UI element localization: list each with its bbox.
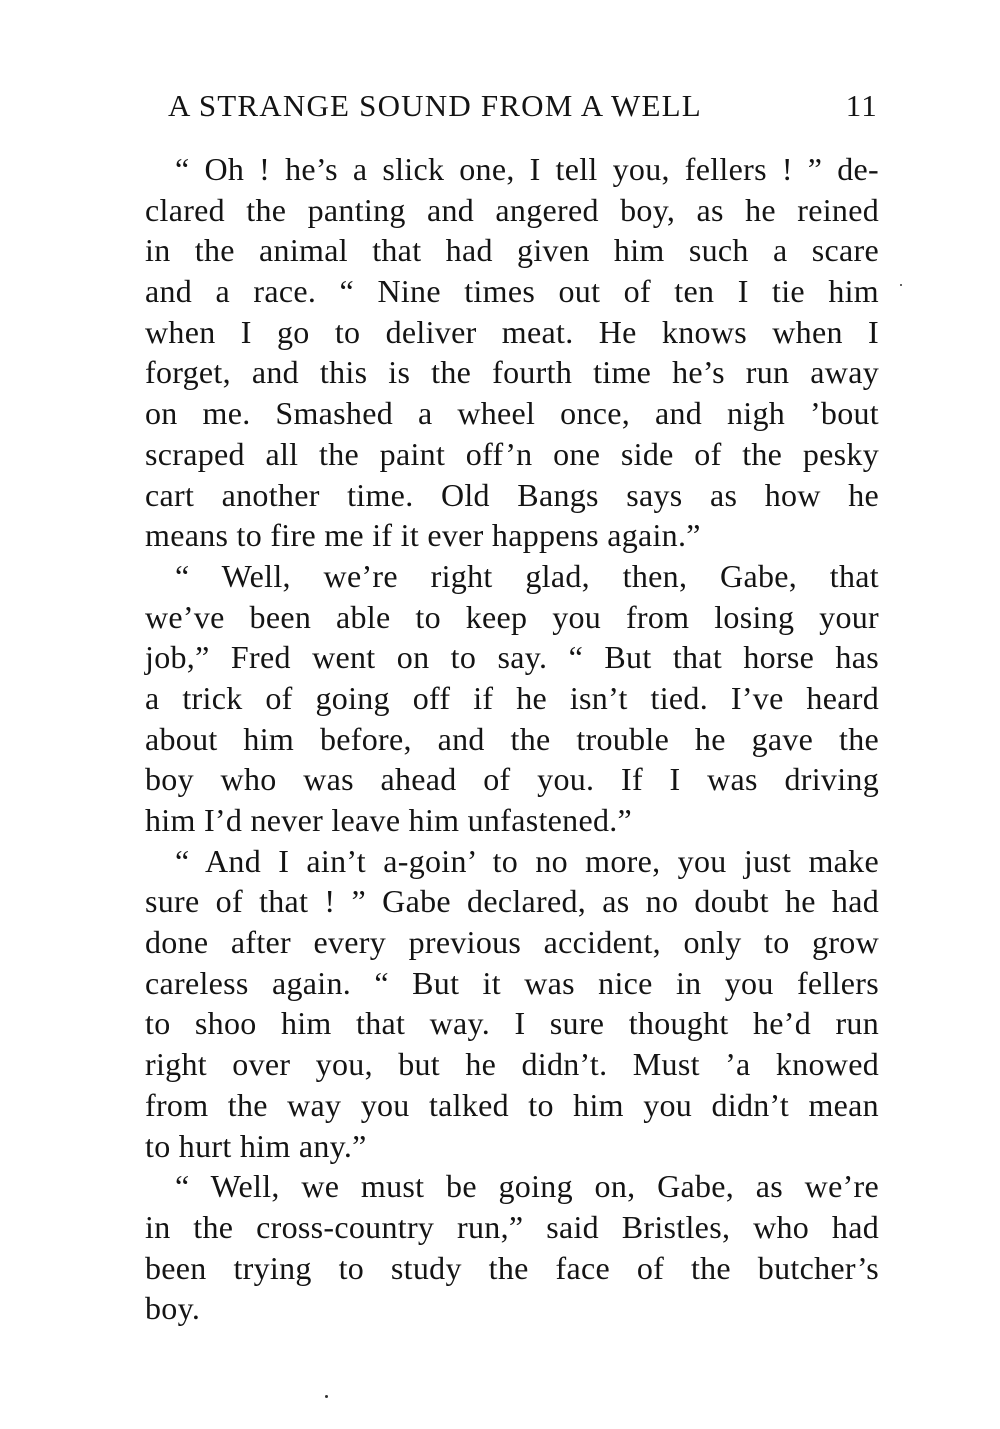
text-line: means to fire me if it ever happens again.”	[145, 517, 701, 554]
text-line: done after every previous accident, only to grow	[145, 924, 879, 961]
text-line: “ Oh ! he’s a slick one, I tell you, fellers ! ” de-	[175, 151, 879, 187]
paragraph	[145, 1166, 879, 1329]
text-line: from the way you talked to him you didn’t mean	[145, 1086, 879, 1123]
text-line: clared the panting and angered boy, as he reined	[145, 191, 879, 228]
paragraph	[145, 841, 879, 1167]
print-speck	[325, 1395, 328, 1398]
text-line: “ And I ain’t a-goin’ to no more, you just make	[175, 842, 879, 879]
text-line: “ Well, we must be going on, Gabe, as we’re	[175, 1168, 879, 1205]
text-line: scraped all the paint off’n one side of the pesky	[145, 435, 879, 472]
text-line: in the animal that had given him such a scare	[145, 232, 879, 269]
text-line: boy who was ahead of you. If I was driving	[145, 761, 879, 798]
text-line: to shoo him that way. I sure thought he’d run	[145, 1005, 879, 1042]
text-line: about him before, and the trouble he gave the	[145, 720, 879, 757]
text-line: and a race. “ Nine times out of ten I tie him	[145, 273, 879, 310]
text-line: when I go to deliver meat. He knows when I	[145, 313, 879, 350]
text-line: on me. Smashed a wheel once, and nigh ’bout	[145, 395, 879, 432]
text-line: we’ve been able to keep you from losing your	[145, 598, 879, 635]
running-title: A STRANGE SOUND FROM A WELL	[168, 88, 702, 123]
text-line: a trick of going off if he isn’t tied. I’ve heard	[145, 679, 879, 716]
text-line: him I’d never leave him unfastened.”	[145, 802, 633, 838]
paragraph	[145, 556, 879, 841]
running-head	[168, 86, 878, 126]
text-line: job,” Fred went on to say. “ But that horse has	[145, 639, 879, 676]
text-line: boy.	[145, 1290, 201, 1327]
text-line: careless again. “ But it was nice in you fellers	[145, 964, 879, 1001]
text-line: sure of that ! ” Gabe declared, as no doubt he had	[145, 883, 879, 920]
page-number: 11	[845, 88, 878, 123]
text-line: forget, and this is the fourth time he’s run away	[145, 354, 879, 391]
text-line: right over you, but he didn’t. Must ’a knowed	[145, 1046, 879, 1083]
text-line: “ Well, we’re right glad, then, Gabe, that	[175, 557, 879, 594]
text-line: to hurt him any.”	[145, 1127, 367, 1164]
print-speck	[900, 284, 902, 286]
text-line: in the cross-country run,” said Bristles, who had	[145, 1208, 879, 1245]
text-line: been trying to study the face of the butcher’s	[145, 1249, 879, 1286]
text-line: cart another time. Old Bangs says as how he	[145, 476, 879, 513]
body-text	[145, 149, 879, 1329]
paragraph	[145, 149, 879, 556]
